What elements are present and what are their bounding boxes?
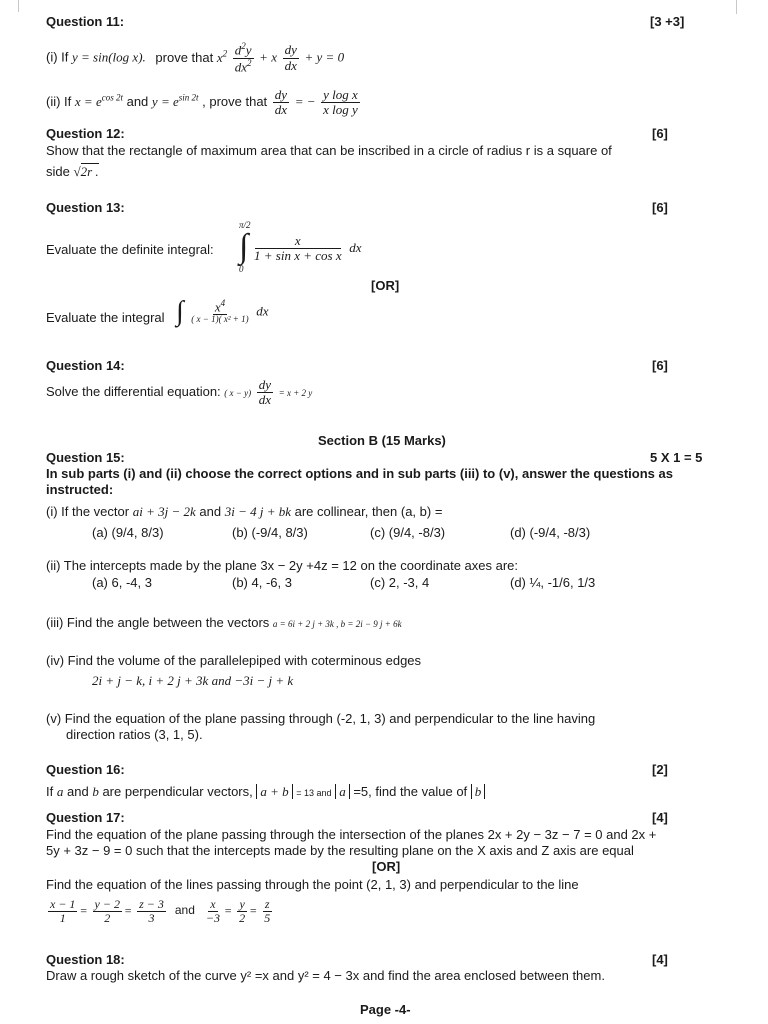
- q11-ii-y-exp: sin 2t: [178, 92, 199, 103]
- q17-f2-num: y − 2: [94, 897, 120, 911]
- q13-part-a-integrand: $\frac{x}{\text{1 + sin x + cos x}}$ dx: [254, 233, 362, 264]
- q15-iii-vectors: a = 6i + 2 j + 3k , b = 2i − 9 j + 6k: [272, 619, 402, 629]
- q17-line1: Find the equation of the plane passing through the intersection of the planes 2x + 2y − 3z − 7 = 0 and 2x +: [46, 827, 657, 842]
- q15-i-option-c: (c) (9/4, -8/3): [370, 525, 446, 540]
- q12-line1: Show that the rectangle of maximum area that can be inscribed in a circle of radius r is a square of: [46, 143, 612, 158]
- q17-f1-num: x − 1: [50, 897, 76, 911]
- q13-marks: [6]: [652, 200, 668, 215]
- q17-g2-num: y: [239, 897, 245, 911]
- q16-and: and: [66, 784, 89, 799]
- q13-b-num: x: [214, 299, 221, 315]
- q16-statement: [46, 784, 485, 800]
- q15-i-pre: (i) If the vector: [46, 504, 130, 519]
- q17-or: [OR]: [372, 859, 401, 874]
- q16-abs-a: a: [335, 784, 350, 799]
- q11-part-i: (i) If y = sin(log x). prove that $x^2$ $\frac{d^2y}{dx^2}$ + x $\frac{dy}{dx}$ + y = 0: [46, 41, 345, 74]
- q15-part-v-line2: direction ratios (3, 1, 5).: [66, 727, 203, 742]
- q18-title: Question 18:: [46, 952, 125, 967]
- q11-ii-prefix: (ii) If: [46, 94, 72, 110]
- q13-part-a-label: Evaluate the definite integral:: [46, 242, 214, 257]
- q16-abs-a-plus-b: a + b: [256, 784, 292, 799]
- q13-b-num-exp: 4: [220, 297, 226, 308]
- q15-i-post: are collinear, then (a, b) =: [294, 504, 443, 519]
- q17-g1-num: x: [210, 897, 216, 911]
- integral-upper-limit: π/2: [239, 220, 251, 230]
- q17-g2-den: 2: [239, 911, 246, 926]
- q15-iv-edges: 2i + j − k, i + 2 j + 3k and −3i − j + k: [92, 673, 294, 688]
- q16-marks: [2]: [652, 762, 668, 777]
- q15-ii-option-b: (b) 4, -6, 3: [232, 575, 292, 590]
- q15-i-option-a: (a) (9/4, 8/3): [92, 525, 164, 540]
- q13-a-den: 1 + sin x + cos x: [254, 248, 342, 264]
- q18-statement: Draw a rough sketch of the curve y² =x and y² = 4 − 3x and find the area enclosed between them.: [46, 968, 605, 983]
- q17-f1-den: 1: [59, 911, 66, 926]
- d2y-dx2-fraction: $\frac{d^2y}{dx^2}$: [234, 41, 252, 74]
- q15-part-v-line1: (v) Find the equation of the plane passing through (-2, 1, 3) and perpendicular to the line having: [46, 711, 596, 726]
- q15-iii-text: (iii) Find the angle between the vectors: [46, 615, 270, 630]
- q14-title: Question 14:: [46, 358, 125, 373]
- q17-line-equations: $\frac{x - 1}{1}$ = $\frac{y - 2}{2}$ = $\frac{z - 3}{3}$ and $\frac{x}{-3}$ = $\frac{y}{2}$ = $\frac{z}{5}$: [50, 897, 271, 926]
- q15-part-iv: (iv) Find the volume of the parallelepiped with coterminous edges: [46, 653, 422, 668]
- q11-i-func: y = sin(log x).: [72, 49, 146, 65]
- q11-ii-prove: , prove that: [202, 94, 268, 110]
- q17-line2: 5y + 3z − 9 = 0 such that the intercepts made by the resulting plane on the X axis and Z axis are equal: [46, 843, 634, 858]
- q15-ii-option-c: (c) 2, -3, 4: [370, 575, 430, 590]
- q17-f3-num: z − 3: [139, 897, 164, 911]
- q13-title: Question 13:: [46, 200, 125, 215]
- dy-dx-fraction: $\frac{dy}{dx}$: [284, 42, 297, 73]
- q12-marks: [6]: [652, 126, 668, 141]
- q17-title: Question 17:: [46, 810, 125, 825]
- q12-root-2r: 2r .: [80, 164, 99, 179]
- vector-a: a: [56, 784, 64, 799]
- q15-part-ii: (ii) The intercepts made by the plane 3x − 2y +4z = 12 on the coordinate axes are:: [46, 558, 519, 573]
- q15-part-i: [46, 504, 442, 520]
- q13-or: [OR]: [371, 278, 400, 293]
- q15-part-iii: [46, 615, 402, 630]
- q13-a-num: x: [255, 234, 341, 249]
- q15-ii-option-a: (a) 6, -4, 3: [92, 575, 152, 590]
- q16-eq-13: = 13 and: [296, 788, 332, 798]
- q11-i-prove: prove that: [155, 49, 214, 65]
- q11-ii-num: y log x: [323, 87, 358, 102]
- q16-find-text: =5, find the value of: [353, 784, 468, 799]
- q11-ii-and: and: [126, 94, 149, 110]
- q15-title: Question 15:: [46, 450, 125, 465]
- q17-g3-num: z: [264, 897, 270, 911]
- scan-edge-left: [18, 0, 19, 12]
- q14-marks: [6]: [652, 358, 668, 373]
- q11-title: Question 11:: [46, 14, 125, 29]
- q15-instruction-1: In sub parts (i) and (ii) choose the correct options and in sub parts (iii) to (v), answer the questions as: [46, 466, 673, 481]
- q16-abs-b: b: [471, 784, 486, 799]
- q13-part-b-integrand: ∫ $\frac{x^4}{\text{( x − 1)( x² + 1)}}$ dx: [176, 296, 269, 327]
- q18-marks: [4]: [652, 952, 668, 967]
- q15-i-vector-1: ai + 3j − 2k: [132, 504, 196, 519]
- definite-integral-sign: π/2 ∫ 0: [239, 220, 251, 274]
- q17-f3-den: 3: [148, 911, 155, 926]
- vector-b: b: [92, 784, 99, 799]
- q11-i-rhs: + y = 0: [304, 49, 345, 65]
- q13-b-den: ( x − 1)( x² + 1): [191, 314, 249, 325]
- q17-line3: Find the equation of the lines passing through the point (2, 1, 3) and perpendicular to the line: [46, 877, 579, 892]
- dy-dx-fraction-2: $\frac{dy}{dx}$: [274, 87, 288, 118]
- q11-ii-x-exp: cos 2t: [101, 92, 123, 103]
- q17-g1-den: −3: [205, 911, 221, 926]
- integral-lower-limit: 0: [239, 264, 244, 274]
- q14-rhs: = x + 2 y: [278, 388, 313, 399]
- q15-i-vector-2: 3i − 4 j + bk: [224, 504, 291, 519]
- ylogx-xlogy-fraction: [321, 88, 360, 118]
- q15-instruction-2: instructed:: [46, 482, 114, 497]
- q16-title: Question 16:: [46, 762, 125, 777]
- q14-lhs: ( x − y): [224, 388, 252, 399]
- q11-marks: [3 +3]: [650, 14, 685, 29]
- q15-ii-option-d: (d) ¼, -1/6, 1/3: [510, 575, 596, 590]
- q16-perp-text: are perpendicular vectors,: [102, 784, 253, 799]
- page-number: Page -4-: [360, 1002, 411, 1017]
- q14-equation: Solve the differential equation: ( x − y) $\frac{dy}{dx}$ = x + 2 y: [46, 377, 313, 408]
- q11-i-prefix: (i) If: [46, 49, 69, 65]
- q14-label: Solve the differential equation:: [46, 384, 221, 400]
- q11-ii-den: x log y: [323, 102, 358, 118]
- q12-title: Question 12:: [46, 126, 125, 141]
- q12-side-label: side: [46, 164, 70, 179]
- q12-line2: side √2r .: [46, 164, 99, 179]
- q17-and: and: [174, 903, 195, 918]
- q15-i-option-d: (d) (-9/4, -8/3): [510, 525, 591, 540]
- q11-ii-y: y = e: [151, 94, 179, 110]
- q16-if: If: [46, 784, 54, 799]
- q17-g3-den: 5: [264, 911, 271, 926]
- q17-marks: [4]: [652, 810, 668, 825]
- scan-edge-right: [736, 0, 737, 14]
- section-b-heading: Section B (15 Marks): [318, 433, 446, 448]
- q15-i-option-b: (b) (-9/4, 8/3): [232, 525, 308, 540]
- q11-part-ii: (ii) If $x = e^{cos 2t}$ and $y = e^{sin 2t}$ , prove that $\frac{dy}{dx}$ = − $\frac{\text{y log x}}{\text{x log y}}$: [46, 87, 358, 118]
- q13-part-b-label: Evaluate the integral: [46, 310, 165, 325]
- q17-f2-den: 2: [104, 911, 111, 926]
- q15-i-and: and: [199, 504, 222, 519]
- q15-marks: 5 X 1 = 5: [650, 450, 703, 465]
- q11-ii-x: x = e: [74, 94, 102, 110]
